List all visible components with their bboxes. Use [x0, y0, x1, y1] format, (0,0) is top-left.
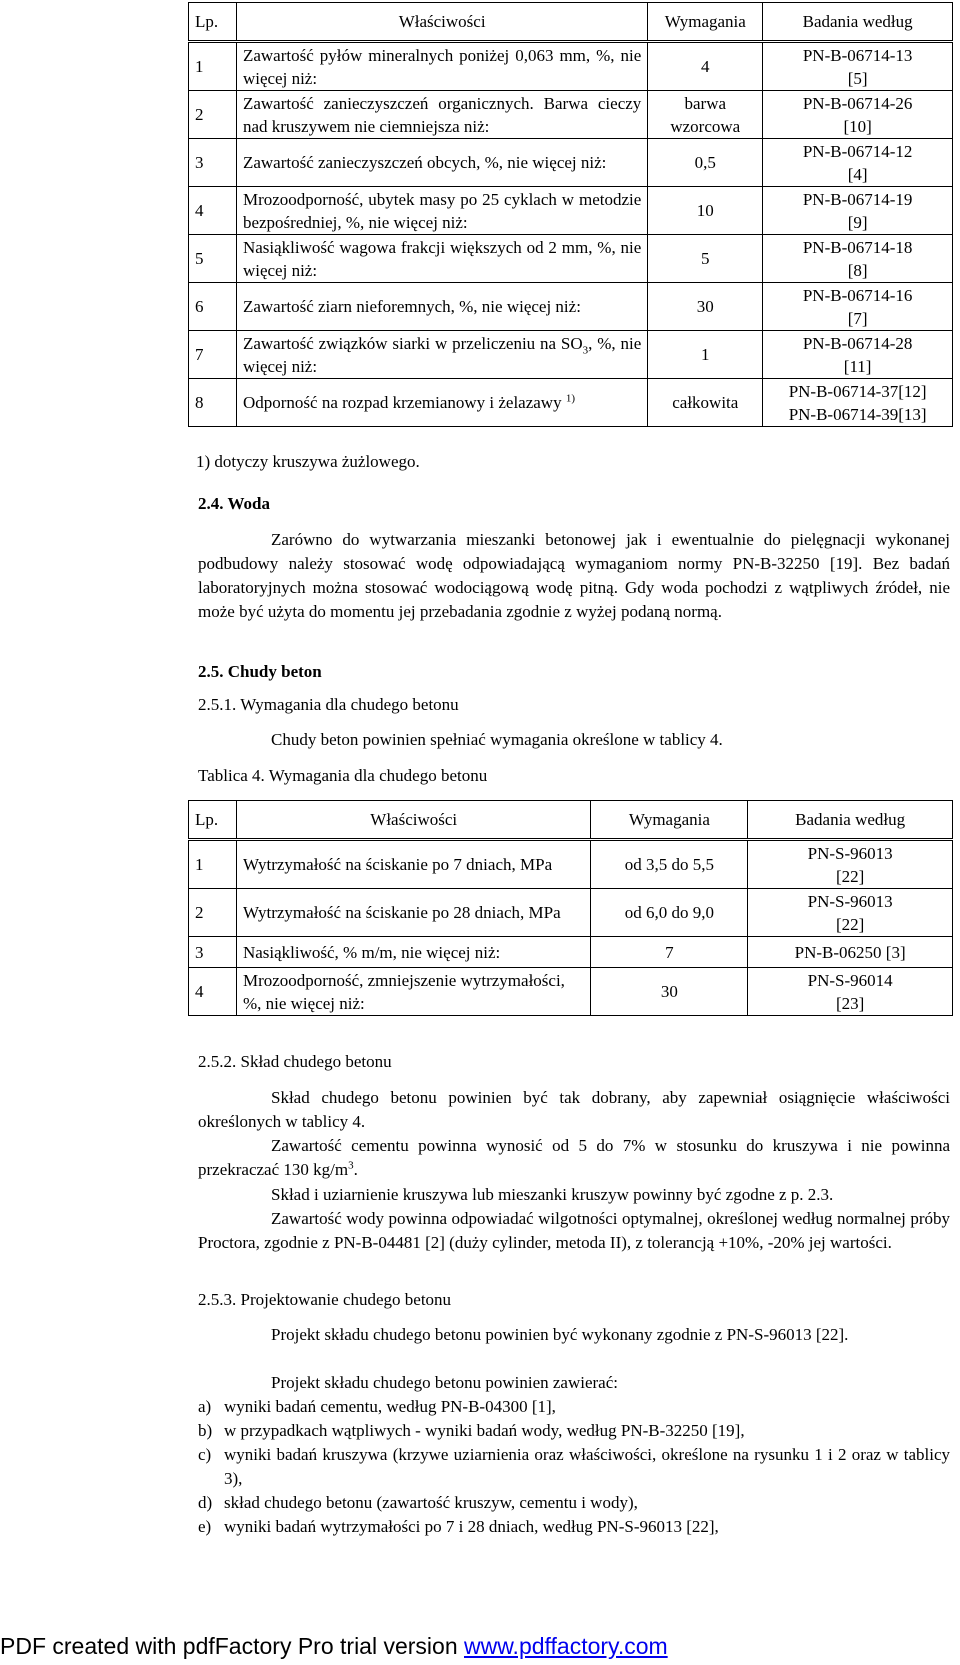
row-number: 4 [189, 187, 237, 235]
property-text: , %, nie więcej niż: [242, 333, 642, 376]
standard-cell [763, 139, 953, 187]
design-contents-list [198, 1395, 950, 1539]
section-heading-2-5-1: 2.5.1. Wymagania dla chudego betonu [198, 695, 459, 714]
table-row [189, 187, 953, 235]
paragraph-lean-concrete-requirements: Chudy beton powinien spełniać wymagania określone w tablicy 4. [271, 730, 723, 749]
list-item [198, 1491, 950, 1515]
table-row [189, 331, 953, 379]
table-header-row [189, 801, 953, 840]
standard-code: PN-B-06714-19 [802, 189, 913, 209]
section-heading-2-4: 2.4. Woda [198, 494, 270, 513]
pdf-footer [0, 1632, 668, 1660]
requirement-cell: barwa wzorcowa [648, 91, 763, 139]
paragraph-design-contents: Projekt składu chudego betonu powinien zawierać: [271, 1373, 618, 1392]
column-header-test-standard: Badania według [748, 801, 953, 840]
standard-code: PN-S-96013 [807, 843, 893, 863]
list-item [198, 1419, 950, 1443]
property-cell: Nasiąkliwość, % m/m, nie więcej niż: [236, 937, 590, 968]
standard-code: PN-B-06714-18 [802, 237, 913, 257]
table-row [189, 937, 953, 968]
footer-text: PDF created with pdfFactory Pro trial version [0, 1633, 464, 1659]
standard-ref: [8] [847, 260, 868, 280]
section-heading-2-5-2: 2.5.2. Skład chudego betonu [198, 1052, 392, 1071]
list-item-text: wyniki badań cementu, według PN-B-04300 [1], [224, 1397, 556, 1416]
standard-ref: [10] [843, 116, 872, 136]
standard-code: PN-B-06714-16 [802, 285, 913, 305]
requirement-cell: 30 [648, 283, 763, 331]
standard-cell [763, 379, 953, 427]
list-item [198, 1443, 950, 1491]
row-number: 2 [189, 91, 237, 139]
requirement-cell: 10 [648, 187, 763, 235]
row-number: 1 [189, 42, 237, 91]
property-cell: Mrozoodporność, zmniejszenie wytrzymałości, %, nie więcej niż: [236, 968, 590, 1016]
paragraph-water-content: Zawartość wody powinna odpowiadać wilgotności optymalnej, określonej według normalnej próby Proctora, zgodnie z PN-B-04481 [2] (duży cylinder, metoda II), z tolerancją +10%, -20% jej wartości. [198, 1209, 950, 1252]
property-text: Odporność na rozpad krzemianowy i żelazawy [242, 393, 562, 412]
requirement-cell: 5 [648, 235, 763, 283]
property-cell: Zawartość zanieczyszczeń organicznych. Barwa cieczy nad kruszywem nie ciemniejsza niż: [236, 91, 647, 139]
standard-ref: [5] [847, 68, 868, 88]
table-footnote: 1) dotyczy kruszywa żużlowego. [196, 452, 420, 471]
standard-cell [763, 42, 953, 91]
paragraph-text: Zawartość cementu powinna wynosić od 5 do 7% w stosunku do kruszywa i nie powinna przekraczać 130 kg/m [198, 1136, 950, 1179]
standard-ref: [4] [847, 164, 868, 184]
standard-cell [763, 331, 953, 379]
property-cell [236, 379, 647, 427]
list-marker: a) [198, 1397, 212, 1416]
standard-code: PN-S-96014 [807, 970, 893, 990]
superscript: 3 [348, 1159, 354, 1172]
paragraph-text: . [353, 1160, 358, 1179]
list-marker: b) [198, 1421, 213, 1440]
list-marker: e) [198, 1517, 212, 1536]
standard-cell [763, 187, 953, 235]
requirement-cell: 0,5 [648, 139, 763, 187]
standard-cell [763, 283, 953, 331]
standard-cell [748, 889, 953, 937]
standard-ref: [11] [843, 356, 872, 376]
column-header-lp: Lp. [189, 3, 237, 42]
table-row [189, 139, 953, 187]
column-header-requirements: Wymagania [648, 3, 763, 42]
standard-cell [748, 840, 953, 889]
standard-cell [748, 968, 953, 1016]
table-row [189, 840, 953, 889]
table-header-row [189, 3, 953, 42]
standard-cell [763, 235, 953, 283]
section-heading-2-5-3: 2.5.3. Projektowanie chudego betonu [198, 1290, 452, 1309]
footnote-mark: 1) [565, 392, 576, 405]
requirement-cell: 30 [591, 968, 748, 1016]
paragraph-composition: Skład chudego betonu powinien być tak dobrany, aby zapewniał osiągnięcie właściwości określonych w tablicy 4. [198, 1088, 950, 1131]
property-cell: Zawartość ziarn nieforemnych, %, nie więcej niż: [236, 283, 647, 331]
standard-ref: PN-B-06714-39[13] [788, 404, 927, 424]
standard-code: PN-B-06714-28 [802, 333, 913, 353]
standard-ref: [23] [835, 993, 865, 1013]
list-item [198, 1515, 950, 1539]
standard-code: PN-B-06714-13 [802, 45, 913, 65]
standard-cell: PN-B-06250 [3] [748, 937, 953, 968]
property-cell: Wytrzymałość na ściskanie po 28 dniach, MPa [236, 889, 590, 937]
column-header-requirements: Wymagania [591, 801, 748, 840]
row-number: 8 [189, 379, 237, 427]
paragraph-grading: Skład i uziarnienie kruszywa lub mieszanki kruszyw powinny być zgodne z p. 2.3. [271, 1185, 834, 1204]
property-text: Zawartość związków siarki w przeliczeniu na SO [242, 333, 583, 353]
column-header-test-standard: Badania według [763, 3, 953, 42]
table-row [189, 379, 953, 427]
table-row [189, 235, 953, 283]
table-caption: Tablica 4. Wymagania dla chudego betonu [198, 766, 488, 785]
row-number: 3 [189, 139, 237, 187]
row-number: 1 [189, 840, 237, 889]
row-number: 4 [189, 968, 237, 1016]
property-cell: Zawartość zanieczyszczeń obcych, %, nie więcej niż: [236, 139, 647, 187]
row-number: 2 [189, 889, 237, 937]
lean-concrete-requirements-table [188, 800, 953, 1016]
section-heading-2-5: 2.5. Chudy beton [198, 662, 322, 681]
table-row [189, 91, 953, 139]
standard-cell [763, 91, 953, 139]
property-cell: Wytrzymałość na ściskanie po 7 dniach, MPa [236, 840, 590, 889]
column-header-properties: Właściwości [236, 801, 590, 840]
list-item [198, 1395, 950, 1419]
row-number: 6 [189, 283, 237, 331]
standard-code: PN-B-06714-12 [802, 141, 913, 161]
standard-ref: [7] [847, 308, 868, 328]
aggregate-requirements-table [188, 2, 953, 427]
property-cell: Zawartość pyłów mineralnych poniżej 0,063 mm, %, nie więcej niż: [236, 42, 647, 91]
requirement-cell: od 6,0 do 9,0 [591, 889, 748, 937]
footer-link[interactable]: www.pdffactory.com [464, 1633, 668, 1659]
list-marker: c) [198, 1445, 212, 1464]
property-cell: Nasiąkliwość wagowa frakcji większych od 2 mm, %, nie więcej niż: [236, 235, 647, 283]
property-cell [236, 331, 647, 379]
list-item-text: wyniki badań wytrzymałości po 7 i 28 dniach, według PN-S-96013 [22], [224, 1517, 719, 1536]
table-row [189, 42, 953, 91]
requirement-cell: 4 [648, 42, 763, 91]
table-row [189, 283, 953, 331]
standard-code: PN-S-96013 [807, 891, 893, 911]
standard-ref: [22] [835, 914, 865, 934]
requirement-cell: od 3,5 do 5,5 [591, 840, 748, 889]
table-row [189, 968, 953, 1016]
paragraph-design: Projekt składu chudego betonu powinien być wykonany zgodnie z PN-S-96013 [22]. [271, 1325, 849, 1344]
list-item-text: w przypadkach wątpliwych - wyniki badań wody, według PN-B-32250 [19], [224, 1421, 745, 1440]
standard-code: PN-B-06714-37[12] [788, 381, 927, 401]
row-number: 7 [189, 331, 237, 379]
requirement-cell: całkowita [648, 379, 763, 427]
requirement-cell: 7 [591, 937, 748, 968]
row-number: 5 [189, 235, 237, 283]
paragraph-water: Zarówno do wytwarzania mieszanki betonowej jak i ewentualnie do pielęgnacji wykonanej podbudowy należy stosować wodę odpowiadającą wymaganiom normy PN-B-32250 [19]. Bez badań laboratoryjnych można stosować wodociągową wodę pitną. Gdy woda pochodzi z wątpliwych źródeł, nie może być użyta do momentu jej przebadania zgodnie z wyżej podaną normą. [198, 530, 950, 621]
requirement-cell: 1 [648, 331, 763, 379]
standard-ref: [22] [835, 866, 865, 886]
list-item-text: skład chudego betonu (zawartość kruszyw, cementu i wody), [224, 1493, 638, 1512]
column-header-properties: Właściwości [236, 3, 647, 42]
row-number: 3 [189, 937, 237, 968]
list-item-text: wyniki badań kruszywa (krzywe uziarnienia oraz właściwości, określone na rysunku 1 i 2 oraz w tablicy 3), [224, 1445, 950, 1488]
table-row [189, 889, 953, 937]
subscript: 3 [582, 343, 589, 356]
property-cell: Mrozoodporność, ubytek masy po 25 cyklach w metodzie bezpośredniej, %, nie więcej niż: [236, 187, 647, 235]
standard-code: PN-B-06714-26 [802, 93, 913, 113]
standard-ref: [9] [847, 212, 868, 232]
paragraph-cement-content [198, 1134, 950, 1182]
column-header-lp: Lp. [189, 801, 237, 840]
list-marker: d) [198, 1493, 213, 1512]
